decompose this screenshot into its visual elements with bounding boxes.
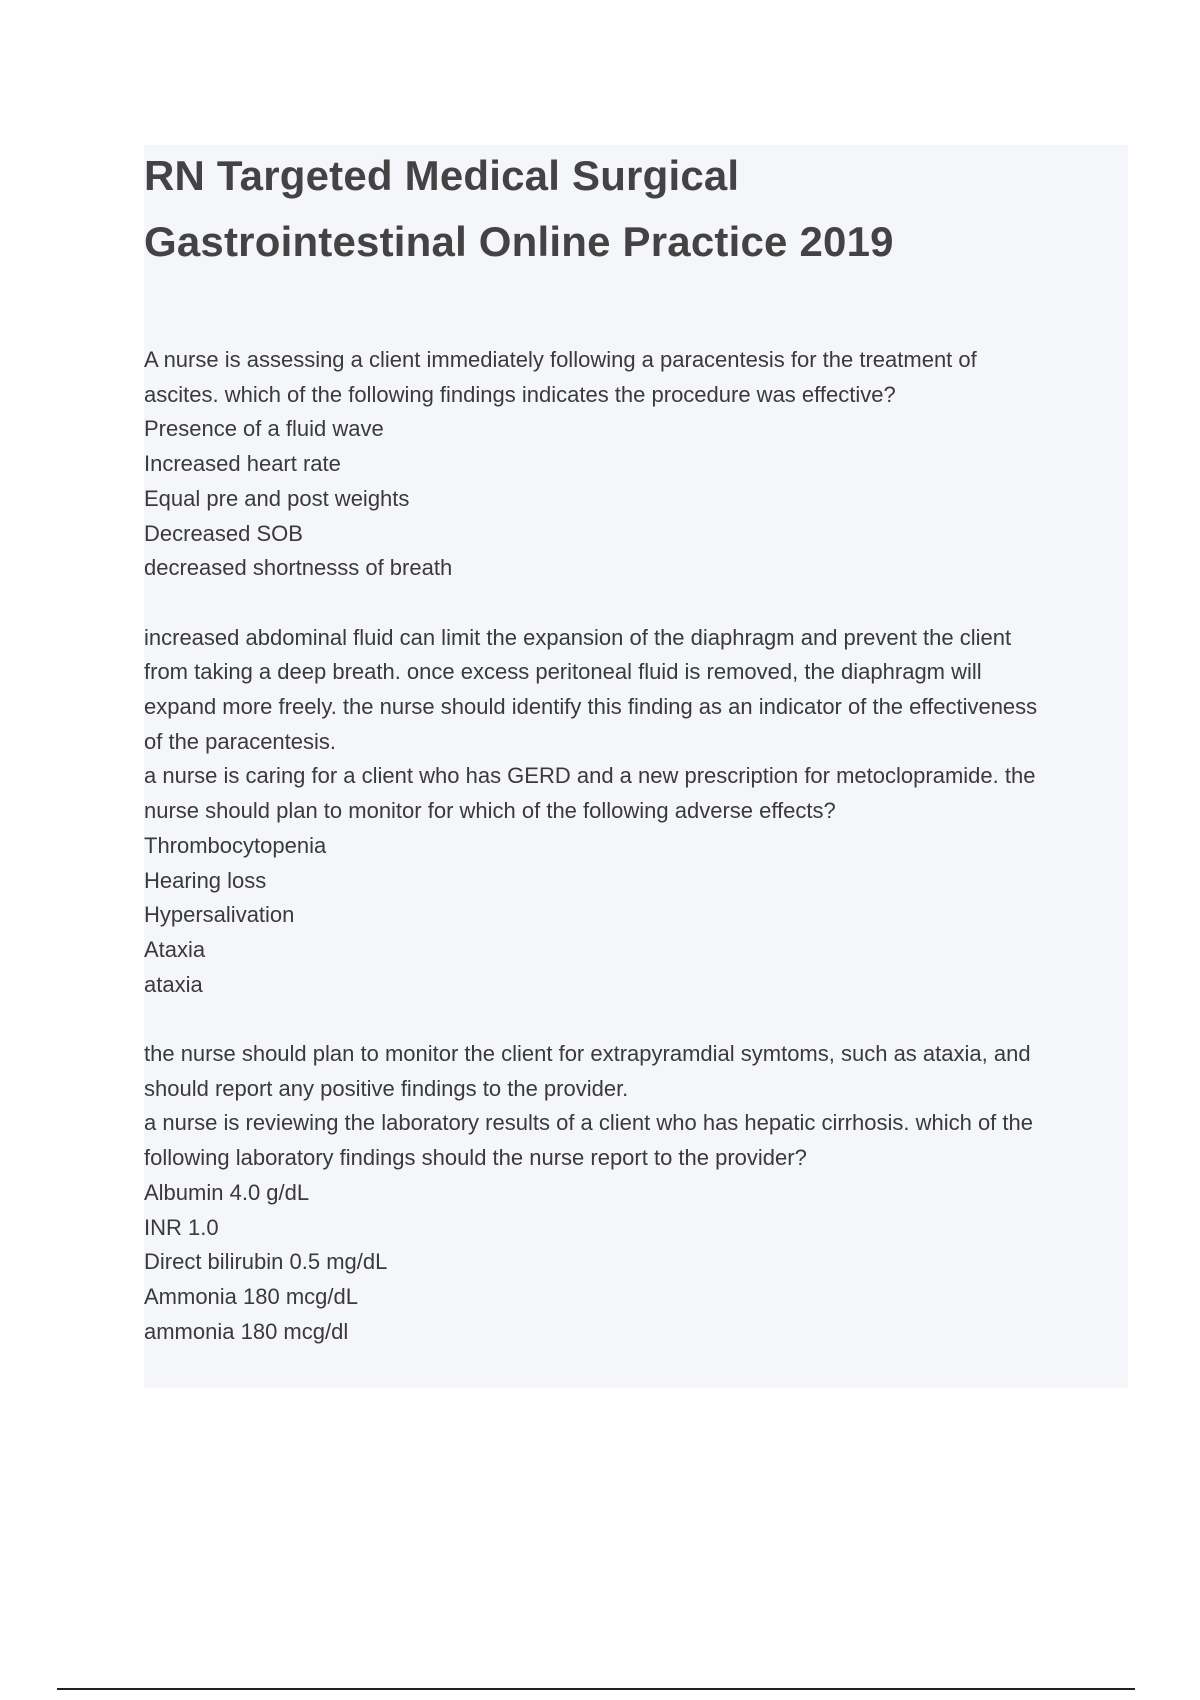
rationale-line: increased abdominal fluid can limit the expansion of the diaphragm and prevent the client: [144, 624, 1012, 650]
answer-option: Ataxia: [144, 936, 206, 962]
answer-option: Ammonia 180 mcg/dL: [144, 1283, 358, 1309]
answer-option: Presence of a fluid wave: [144, 416, 384, 442]
footer-divider: [57, 1688, 1135, 1690]
answer-option: Direct bilirubin 0.5 mg/dL: [144, 1249, 388, 1275]
answer-option: INR 1.0: [144, 1214, 219, 1240]
question-text-line: a nurse is reviewing the laboratory results of a client who has hepatic cirrhosis. which of the: [144, 1110, 1033, 1136]
answer-option: Albumin 4.0 g/dL: [144, 1179, 310, 1205]
rationale-line: of the paracentesis.: [144, 728, 337, 754]
question-text-line: following laboratory findings should the nurse report to the provider?: [144, 1145, 807, 1171]
question-block-2: [144, 759, 1128, 1106]
document-body: [144, 343, 1128, 1349]
paragraph-gap: [144, 1002, 1128, 1037]
answer-option: Decreased SOB: [144, 520, 303, 546]
correct-answer: ataxia: [144, 971, 203, 997]
answer-option: Thrombocytopenia: [144, 832, 327, 858]
question-block-1: [144, 343, 1128, 759]
question-text-line: nurse should plan to monitor for which of the following adverse effects?: [144, 798, 836, 824]
title-line-1: RN Targeted Medical Surgical: [144, 152, 740, 199]
question-text-line: ascites. which of the following findings indicates the procedure was effective?: [144, 381, 896, 407]
correct-answer: ammonia 180 mcg/dl: [144, 1318, 349, 1344]
question-block-3: [144, 1106, 1128, 1349]
paragraph-gap: [144, 586, 1128, 621]
title-line-2: Gastrointestinal Online Practice 2019: [144, 218, 894, 265]
question-text-line: A nurse is assessing a client immediately following a paracentesis for the treatment of: [144, 347, 977, 372]
rationale-line: expand more freely. the nurse should identify this finding as an indicator of the effectiveness: [144, 694, 1038, 720]
correct-answer: decreased shortnesss of breath: [144, 555, 453, 581]
answer-option: Hearing loss: [144, 867, 267, 893]
document-title: [144, 143, 1128, 275]
question-text-line: a nurse is caring for a client who has GERD and a new prescription for metoclopramide. the: [144, 763, 1036, 789]
answer-option: Equal pre and post weights: [144, 485, 410, 511]
answer-option: Hypersalivation: [144, 902, 295, 928]
rationale-line: from taking a deep breath. once excess peritoneal fluid is removed, the diaphragm will: [144, 659, 982, 685]
rationale-line: should report any positive findings to the provider.: [144, 1075, 629, 1101]
answer-option: Increased heart rate: [144, 451, 341, 477]
rationale-line: the nurse should plan to monitor the client for extrapyramdial symtoms, such as ataxia, and: [144, 1041, 1031, 1067]
